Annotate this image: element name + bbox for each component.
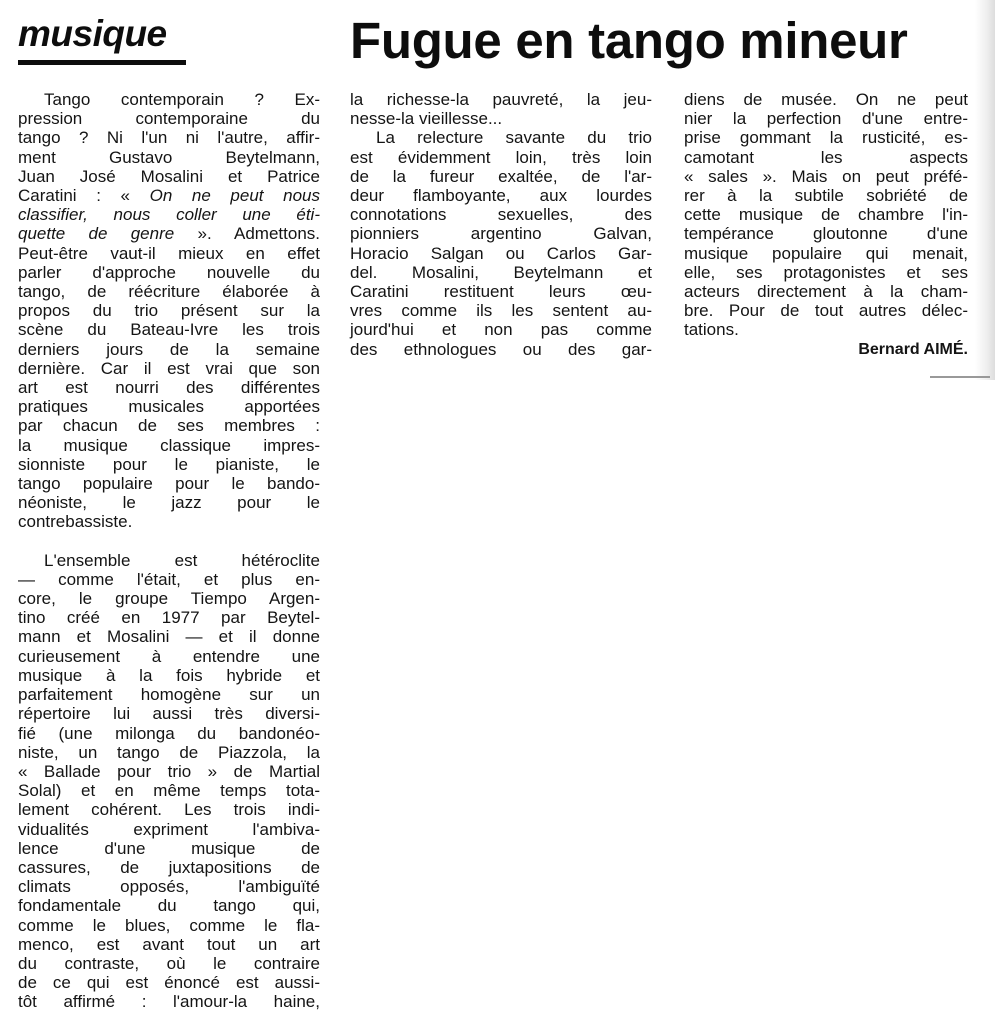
paragraph-1 <box>350 90 652 128</box>
text-line: acteurs directement à la cham- <box>684 282 968 302</box>
adjacent-page-bleed <box>975 0 995 380</box>
text-line: diens de musée. On ne peut <box>684 90 968 109</box>
text-line: lence d'une musique de <box>18 838 320 858</box>
text-line: parler d'approche nouvelle du <box>18 262 320 282</box>
text-line: la musique classique impres- <box>18 435 320 455</box>
text-line: tango, de réécriture élaborée à <box>18 282 320 302</box>
text-line: la richesse-la pauvreté, la jeu- <box>350 90 652 109</box>
text-line: pratiques musicales apportées <box>18 397 320 417</box>
text-line: tôt affirmé : l'amour-la haine, <box>18 992 320 1012</box>
text-line: comme le blues, comme le fla- <box>18 915 320 935</box>
text-line: classifier, nous coller une éti- <box>18 205 320 225</box>
text-line: propos du trio présent sur la <box>18 301 320 321</box>
text-line: lement cohérent. Les trois indi- <box>18 800 320 820</box>
text-line: Tango contemporain ? Ex- <box>44 90 320 109</box>
author-signature: Bernard AIMÉ. <box>858 341 968 358</box>
text-line: nesse-la vieillesse... <box>350 109 503 129</box>
text-line: « Ballade pour trio » de Martial <box>18 761 320 781</box>
text-line: Peut-être vaut-il mieux en effet <box>18 243 320 263</box>
paragraph-gap <box>18 532 320 551</box>
text-line: quette de genre ». Admettons. <box>18 224 321 244</box>
text-line: Juan José Mosalini et Patrice <box>18 166 320 186</box>
article-column-3 <box>684 90 968 340</box>
adjacent-page-rule <box>930 376 990 378</box>
text-line: parfaitement homogène sur un <box>18 685 320 705</box>
paragraph-2 <box>350 128 652 358</box>
text-line: core, le groupe Tiempo Argen- <box>18 589 320 609</box>
text-line: tango populaire pour le bando- <box>18 474 320 494</box>
paragraph-1 <box>684 90 968 340</box>
text-line: fié (une milonga du bandonéo- <box>18 723 320 743</box>
text-line: dernière. Car il est vrai que son <box>18 358 320 378</box>
text-line: musique à la fois hybride et <box>18 665 320 685</box>
text-line: camotant les aspects <box>684 147 968 167</box>
text-line: cette musique de chambre l'in- <box>684 205 968 225</box>
text-line: — comme l'était, et plus en- <box>18 569 320 589</box>
text-line: tango ? Ni l'un ni l'autre, affir- <box>18 128 320 148</box>
text-line: vidualités expriment l'ambiva- <box>18 819 320 839</box>
text-line: répertoire lui aussi très diversi- <box>18 704 320 724</box>
text-line: tempérance gloutonne d'une <box>684 224 968 244</box>
text-line: scène du Bateau-Ivre les trois <box>18 320 320 340</box>
section-underline <box>18 60 186 65</box>
text-line: niste, un tango de Piazzola, la <box>18 742 320 762</box>
text-line: est évidemment loin, très loin <box>350 147 652 167</box>
section-label: musique <box>18 13 167 54</box>
text-line: connotations sexuelles, des <box>350 205 652 225</box>
text-line: par chacun de ses membres : <box>18 416 320 436</box>
text-line: menco, est avant tout un art <box>18 934 320 954</box>
text-line: tino créé en 1977 par Beytel- <box>18 608 320 628</box>
text-line: La relecture savante du trio <box>376 128 652 148</box>
text-line: art est nourri des différentes <box>18 378 320 398</box>
text-line: climats opposés, l'ambiguïté <box>18 877 320 897</box>
text-line: rer à la subtile sobriété de <box>684 186 968 206</box>
paragraph-1 <box>18 90 320 532</box>
text-line: contrebassiste. <box>18 512 133 532</box>
text-line: pression contemporaine du <box>18 109 320 129</box>
text-line: musique populaire qui menait, <box>684 243 968 263</box>
text-line: ment Gustavo Beytelmann, <box>18 147 320 167</box>
text-line: jourd'hui et non pas comme <box>350 320 652 340</box>
text-line: « sales ». Mais on peut préfé- <box>684 166 968 186</box>
text-line: cassures, de juxtapositions de <box>18 857 320 877</box>
text-line: curieusement à entendre une <box>18 646 320 666</box>
text-line: derniers jours de la semaine <box>18 339 320 359</box>
text-line: vres comme ils les sentent au- <box>350 301 652 321</box>
text-line: L'ensemble est hétéroclite <box>44 550 320 570</box>
text-line: deur flamboyante, aux lourdes <box>350 186 652 206</box>
text-line: de la fureur exaltée, de l'ar- <box>350 166 652 186</box>
text-line: prise gommant la rusticité, es- <box>684 128 968 148</box>
text-line: des ethnologues ou des gar- <box>350 339 652 359</box>
text-line: Caratini : « On ne peut nous <box>18 186 320 206</box>
text-line: du contraste, où le contraire <box>18 953 320 973</box>
paragraph-2 <box>18 551 320 1012</box>
text-line: néoniste, le jazz pour le <box>18 493 320 513</box>
text-line: Horacio Salgan ou Carlos Gar- <box>350 243 652 263</box>
text-line: Solal) et en même temps tota- <box>18 781 320 801</box>
article-column-2 <box>350 90 652 359</box>
text-line: Caratini restituent leurs œu- <box>350 282 652 302</box>
text-line: pionniers argentino Galvan, <box>350 224 652 244</box>
article-headline: Fugue en tango mineur <box>350 12 908 69</box>
text-line: sionniste pour le pianiste, le <box>18 454 320 474</box>
text-line: tations. <box>684 320 739 340</box>
text-line: bre. Pour de tout autres délec- <box>684 301 968 321</box>
text-line: de ce qui est énoncé est aussi- <box>18 973 320 993</box>
text-line: del. Mosalini, Beytelmann et <box>350 262 652 282</box>
text-line: fondamentale du tango qui, <box>18 896 320 916</box>
article-column-1 <box>18 90 320 1012</box>
text-line: mann et Mosalini — et il donne <box>18 627 320 647</box>
text-line: elle, ses protagonistes et ses <box>684 262 968 282</box>
text-line: nier la perfection d'une entre- <box>684 109 968 129</box>
